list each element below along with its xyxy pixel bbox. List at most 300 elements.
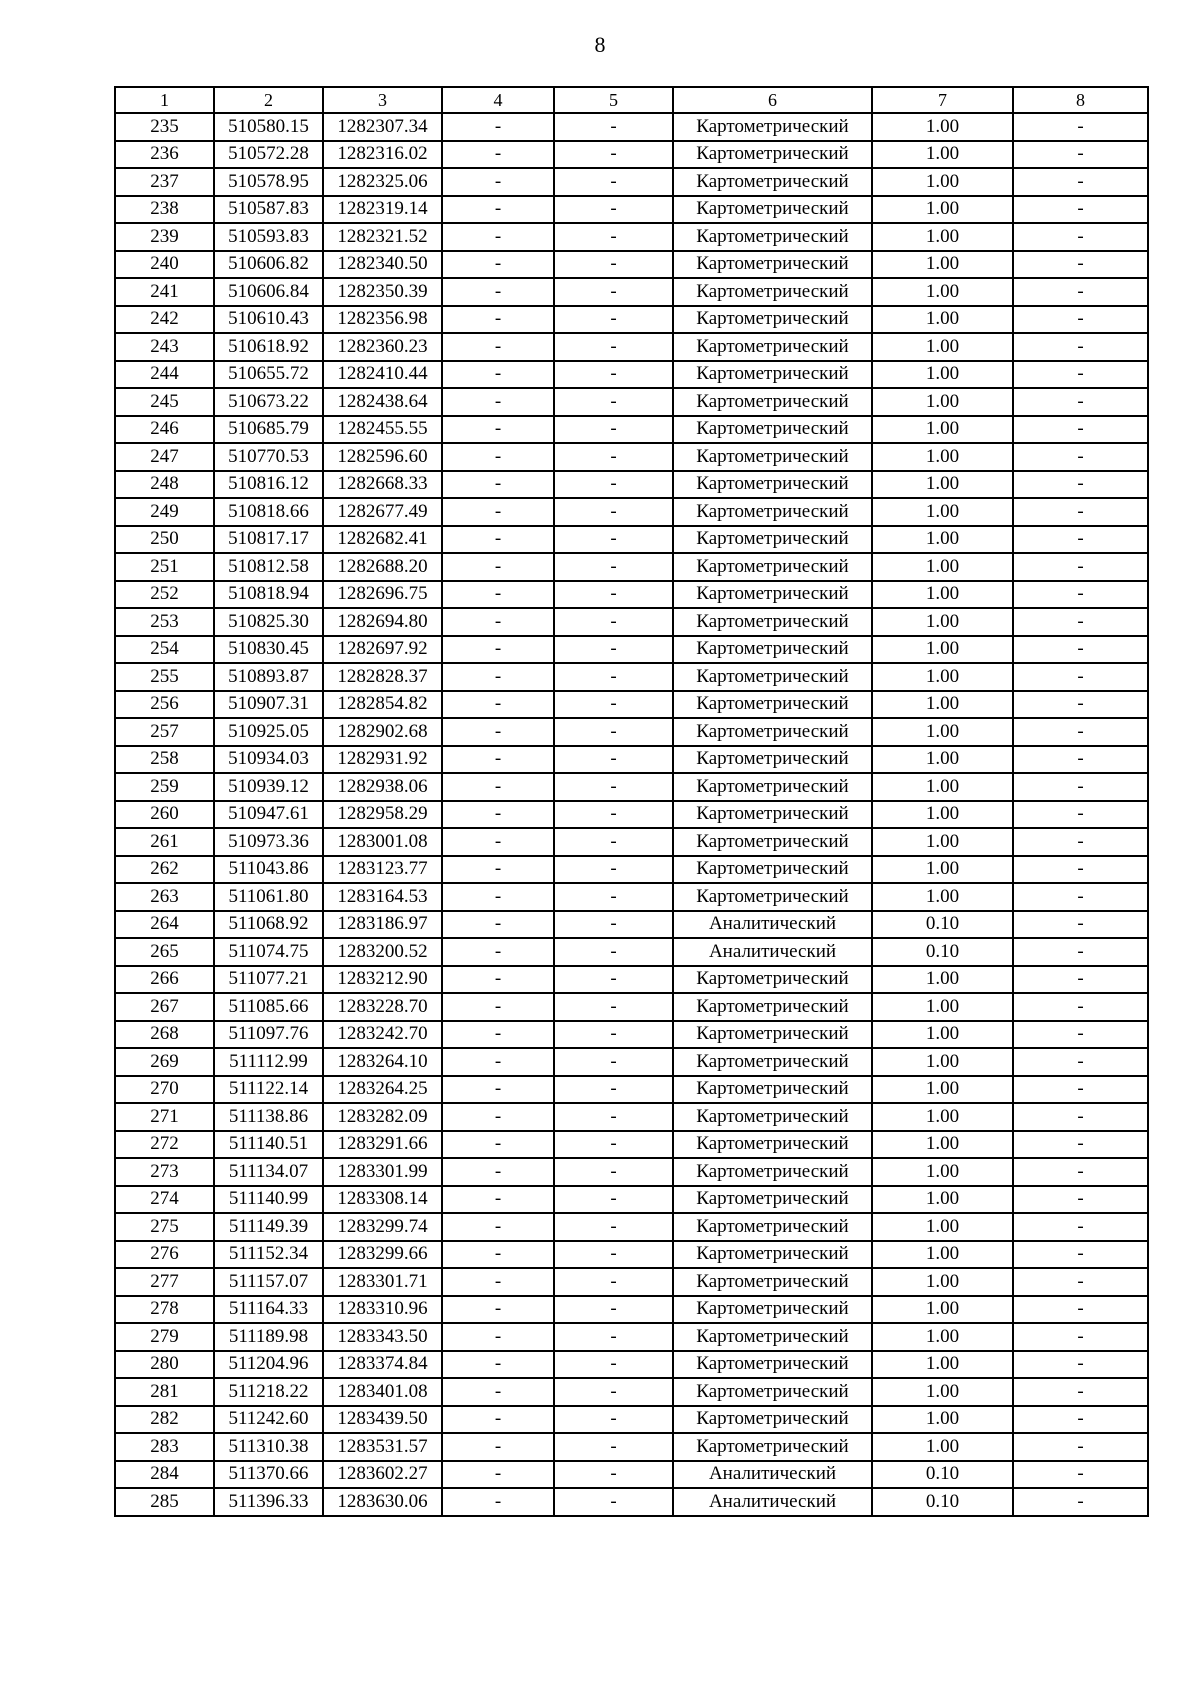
y-coordinate-cell: 1282316.02 (323, 141, 442, 169)
column-header: 7 (872, 87, 1013, 113)
x-coordinate-cell: 510587.83 (214, 196, 323, 224)
col8-cell: - (1013, 1158, 1148, 1186)
method-cell: Картометрический (673, 856, 872, 884)
x-coordinate-cell: 510907.31 (214, 691, 323, 719)
col5-cell: - (554, 883, 673, 911)
col5-cell: - (554, 608, 673, 636)
col4-cell: - (442, 938, 554, 966)
col4-cell: - (442, 1103, 554, 1131)
x-coordinate-cell: 511074.75 (214, 938, 323, 966)
col8-cell: - (1013, 581, 1148, 609)
point-number-cell: 280 (115, 1351, 214, 1379)
x-coordinate-cell: 510606.84 (214, 278, 323, 306)
method-cell: Картометрический (673, 361, 872, 389)
y-coordinate-cell: 1283264.10 (323, 1048, 442, 1076)
table-row (115, 1378, 1148, 1406)
point-number-cell: 258 (115, 746, 214, 774)
col5-cell: - (554, 1268, 673, 1296)
point-number-cell: 255 (115, 663, 214, 691)
col8-cell: - (1013, 1241, 1148, 1269)
accuracy-cell: 1.00 (872, 773, 1013, 801)
point-number-cell: 253 (115, 608, 214, 636)
method-cell: Картометрический (673, 251, 872, 279)
point-number-cell: 259 (115, 773, 214, 801)
method-cell: Аналитический (673, 1461, 872, 1489)
x-coordinate-cell: 511140.51 (214, 1131, 323, 1159)
table-row (115, 1048, 1148, 1076)
col4-cell: - (442, 196, 554, 224)
accuracy-cell: 1.00 (872, 526, 1013, 554)
point-number-cell: 243 (115, 333, 214, 361)
y-coordinate-cell: 1283164.53 (323, 883, 442, 911)
table-row (115, 773, 1148, 801)
col8-cell: - (1013, 223, 1148, 251)
method-cell: Картометрический (673, 1158, 872, 1186)
y-coordinate-cell: 1283123.77 (323, 856, 442, 884)
column-header: 4 (442, 87, 554, 113)
accuracy-cell: 1.00 (872, 1076, 1013, 1104)
point-number-cell: 254 (115, 636, 214, 664)
accuracy-cell: 1.00 (872, 1241, 1013, 1269)
col4-cell: - (442, 333, 554, 361)
method-cell: Картометрический (673, 773, 872, 801)
x-coordinate-cell: 511164.33 (214, 1296, 323, 1324)
col8-cell: - (1013, 1103, 1148, 1131)
col4-cell: - (442, 113, 554, 141)
point-number-cell: 274 (115, 1186, 214, 1214)
col5-cell: - (554, 911, 673, 939)
col8-cell: - (1013, 1433, 1148, 1461)
x-coordinate-cell: 510893.87 (214, 663, 323, 691)
table-row (115, 388, 1148, 416)
x-coordinate-cell: 510580.15 (214, 113, 323, 141)
col5-cell: - (554, 966, 673, 994)
col8-cell: - (1013, 883, 1148, 911)
column-header: 3 (323, 87, 442, 113)
y-coordinate-cell: 1282321.52 (323, 223, 442, 251)
col8-cell: - (1013, 1461, 1148, 1489)
col5-cell: - (554, 388, 673, 416)
y-coordinate-cell: 1282596.60 (323, 443, 442, 471)
col4-cell: - (442, 141, 554, 169)
col5-cell: - (554, 1186, 673, 1214)
col5-cell: - (554, 1406, 673, 1434)
accuracy-cell: 1.00 (872, 1406, 1013, 1434)
col5-cell: - (554, 718, 673, 746)
table-row (115, 1323, 1148, 1351)
x-coordinate-cell: 511068.92 (214, 911, 323, 939)
method-cell: Картометрический (673, 1213, 872, 1241)
point-number-cell: 267 (115, 993, 214, 1021)
x-coordinate-cell: 510947.61 (214, 801, 323, 829)
accuracy-cell: 1.00 (872, 1021, 1013, 1049)
method-cell: Картометрический (673, 1323, 872, 1351)
y-coordinate-cell: 1283212.90 (323, 966, 442, 994)
accuracy-cell: 1.00 (872, 388, 1013, 416)
y-coordinate-cell: 1283401.08 (323, 1378, 442, 1406)
col5-cell: - (554, 471, 673, 499)
point-number-cell: 249 (115, 498, 214, 526)
col4-cell: - (442, 993, 554, 1021)
col8-cell: - (1013, 1213, 1148, 1241)
col5-cell: - (554, 938, 673, 966)
method-cell: Картометрический (673, 663, 872, 691)
accuracy-cell: 1.00 (872, 581, 1013, 609)
accuracy-cell: 1.00 (872, 1213, 1013, 1241)
y-coordinate-cell: 1282696.75 (323, 581, 442, 609)
x-coordinate-cell: 510925.05 (214, 718, 323, 746)
table-row (115, 1158, 1148, 1186)
method-cell: Картометрический (673, 691, 872, 719)
x-coordinate-cell: 510825.30 (214, 608, 323, 636)
accuracy-cell: 0.10 (872, 1488, 1013, 1516)
y-coordinate-cell: 1282307.34 (323, 113, 442, 141)
accuracy-cell: 1.00 (872, 1268, 1013, 1296)
point-number-cell: 262 (115, 856, 214, 884)
col8-cell: - (1013, 1406, 1148, 1434)
accuracy-cell: 1.00 (872, 966, 1013, 994)
x-coordinate-cell: 511097.76 (214, 1021, 323, 1049)
table-row (115, 416, 1148, 444)
col5-cell: - (554, 773, 673, 801)
y-coordinate-cell: 1283264.25 (323, 1076, 442, 1104)
col8-cell: - (1013, 1021, 1148, 1049)
method-cell: Картометрический (673, 113, 872, 141)
method-cell: Картометрический (673, 1186, 872, 1214)
table-row (115, 1433, 1148, 1461)
y-coordinate-cell: 1283299.66 (323, 1241, 442, 1269)
point-number-cell: 236 (115, 141, 214, 169)
point-number-cell: 265 (115, 938, 214, 966)
col4-cell: - (442, 1296, 554, 1324)
col8-cell: - (1013, 938, 1148, 966)
method-cell: Картометрический (673, 1406, 872, 1434)
col5-cell: - (554, 1461, 673, 1489)
accuracy-cell: 1.00 (872, 1323, 1013, 1351)
x-coordinate-cell: 511061.80 (214, 883, 323, 911)
table-body (115, 113, 1148, 1516)
accuracy-cell: 1.00 (872, 801, 1013, 829)
col5-cell: - (554, 196, 673, 224)
y-coordinate-cell: 1283299.74 (323, 1213, 442, 1241)
col5-cell: - (554, 801, 673, 829)
col5-cell: - (554, 1351, 673, 1379)
y-coordinate-cell: 1282340.50 (323, 251, 442, 279)
point-number-cell: 285 (115, 1488, 214, 1516)
point-number-cell: 250 (115, 526, 214, 554)
x-coordinate-cell: 510655.72 (214, 361, 323, 389)
table-row (115, 1268, 1148, 1296)
accuracy-cell: 1.00 (872, 856, 1013, 884)
table-row (115, 333, 1148, 361)
col4-cell: - (442, 1268, 554, 1296)
col5-cell: - (554, 746, 673, 774)
y-coordinate-cell: 1282854.82 (323, 691, 442, 719)
point-number-cell: 283 (115, 1433, 214, 1461)
accuracy-cell: 1.00 (872, 1103, 1013, 1131)
accuracy-cell: 1.00 (872, 663, 1013, 691)
method-cell: Аналитический (673, 1488, 872, 1516)
col8-cell: - (1013, 416, 1148, 444)
col4-cell: - (442, 168, 554, 196)
table-row (115, 498, 1148, 526)
method-cell: Картометрический (673, 553, 872, 581)
column-header: 8 (1013, 87, 1148, 113)
col8-cell: - (1013, 113, 1148, 141)
x-coordinate-cell: 511242.60 (214, 1406, 323, 1434)
table-row (115, 141, 1148, 169)
accuracy-cell: 0.10 (872, 911, 1013, 939)
x-coordinate-cell: 510939.12 (214, 773, 323, 801)
accuracy-cell: 1.00 (872, 223, 1013, 251)
table-row (115, 966, 1148, 994)
x-coordinate-cell: 510818.66 (214, 498, 323, 526)
table-row (115, 1461, 1148, 1489)
col8-cell: - (1013, 828, 1148, 856)
table-row (115, 278, 1148, 306)
col4-cell: - (442, 856, 554, 884)
col8-cell: - (1013, 553, 1148, 581)
accuracy-cell: 1.00 (872, 168, 1013, 196)
table-row (115, 1406, 1148, 1434)
accuracy-cell: 1.00 (872, 471, 1013, 499)
col8-cell: - (1013, 196, 1148, 224)
col4-cell: - (442, 1158, 554, 1186)
x-coordinate-cell: 511204.96 (214, 1351, 323, 1379)
method-cell: Картометрический (673, 828, 872, 856)
y-coordinate-cell: 1283291.66 (323, 1131, 442, 1159)
col8-cell: - (1013, 966, 1148, 994)
point-number-cell: 269 (115, 1048, 214, 1076)
y-coordinate-cell: 1282455.55 (323, 416, 442, 444)
col8-cell: - (1013, 1296, 1148, 1324)
col5-cell: - (554, 1488, 673, 1516)
col8-cell: - (1013, 443, 1148, 471)
method-cell: Картометрический (673, 993, 872, 1021)
point-number-cell: 282 (115, 1406, 214, 1434)
col5-cell: - (554, 361, 673, 389)
table-row (115, 1021, 1148, 1049)
point-number-cell: 237 (115, 168, 214, 196)
table-row (115, 636, 1148, 664)
col4-cell: - (442, 636, 554, 664)
x-coordinate-cell: 511085.66 (214, 993, 323, 1021)
y-coordinate-cell: 1282938.06 (323, 773, 442, 801)
column-header: 2 (214, 87, 323, 113)
col4-cell: - (442, 1076, 554, 1104)
accuracy-cell: 1.00 (872, 1296, 1013, 1324)
col4-cell: - (442, 1186, 554, 1214)
y-coordinate-cell: 1283343.50 (323, 1323, 442, 1351)
accuracy-cell: 1.00 (872, 608, 1013, 636)
col4-cell: - (442, 1323, 554, 1351)
point-number-cell: 240 (115, 251, 214, 279)
point-number-cell: 277 (115, 1268, 214, 1296)
method-cell: Картометрический (673, 966, 872, 994)
accuracy-cell: 1.00 (872, 113, 1013, 141)
y-coordinate-cell: 1283186.97 (323, 911, 442, 939)
x-coordinate-cell: 510578.95 (214, 168, 323, 196)
table-row (115, 1213, 1148, 1241)
point-number-cell: 239 (115, 223, 214, 251)
table-row (115, 911, 1148, 939)
y-coordinate-cell: 1283531.57 (323, 1433, 442, 1461)
table-row (115, 1241, 1148, 1269)
point-number-cell: 235 (115, 113, 214, 141)
method-cell: Картометрический (673, 1241, 872, 1269)
col5-cell: - (554, 223, 673, 251)
col4-cell: - (442, 1378, 554, 1406)
x-coordinate-cell: 511138.86 (214, 1103, 323, 1131)
col8-cell: - (1013, 1186, 1148, 1214)
col5-cell: - (554, 1433, 673, 1461)
col4-cell: - (442, 718, 554, 746)
point-number-cell: 252 (115, 581, 214, 609)
col8-cell: - (1013, 333, 1148, 361)
y-coordinate-cell: 1282902.68 (323, 718, 442, 746)
method-cell: Картометрический (673, 388, 872, 416)
method-cell: Картометрический (673, 801, 872, 829)
point-number-cell: 256 (115, 691, 214, 719)
accuracy-cell: 0.10 (872, 1461, 1013, 1489)
col5-cell: - (554, 416, 673, 444)
col5-cell: - (554, 526, 673, 554)
x-coordinate-cell: 511122.14 (214, 1076, 323, 1104)
col5-cell: - (554, 1323, 673, 1351)
table-row (115, 251, 1148, 279)
y-coordinate-cell: 1283310.96 (323, 1296, 442, 1324)
method-cell: Картометрический (673, 746, 872, 774)
method-cell: Картометрический (673, 223, 872, 251)
table-row (115, 1103, 1148, 1131)
col5-cell: - (554, 1131, 673, 1159)
accuracy-cell: 1.00 (872, 306, 1013, 334)
method-cell: Картометрический (673, 1296, 872, 1324)
x-coordinate-cell: 511396.33 (214, 1488, 323, 1516)
point-number-cell: 276 (115, 1241, 214, 1269)
y-coordinate-cell: 1282356.98 (323, 306, 442, 334)
col4-cell: - (442, 828, 554, 856)
table-row (115, 746, 1148, 774)
x-coordinate-cell: 510816.12 (214, 471, 323, 499)
x-coordinate-cell: 510812.58 (214, 553, 323, 581)
col8-cell: - (1013, 718, 1148, 746)
col5-cell: - (554, 113, 673, 141)
col5-cell: - (554, 581, 673, 609)
col4-cell: - (442, 553, 554, 581)
table-row (115, 1186, 1148, 1214)
x-coordinate-cell: 510818.94 (214, 581, 323, 609)
col4-cell: - (442, 471, 554, 499)
table-row (115, 718, 1148, 746)
point-number-cell: 279 (115, 1323, 214, 1351)
col8-cell: - (1013, 361, 1148, 389)
col8-cell: - (1013, 691, 1148, 719)
point-number-cell: 271 (115, 1103, 214, 1131)
y-coordinate-cell: 1282677.49 (323, 498, 442, 526)
col8-cell: - (1013, 168, 1148, 196)
x-coordinate-cell: 510673.22 (214, 388, 323, 416)
col5-cell: - (554, 1103, 673, 1131)
col8-cell: - (1013, 773, 1148, 801)
col5-cell: - (554, 636, 673, 664)
method-cell: Картометрический (673, 306, 872, 334)
table-row (115, 113, 1148, 141)
y-coordinate-cell: 1282694.80 (323, 608, 442, 636)
col4-cell: - (442, 911, 554, 939)
col4-cell: - (442, 388, 554, 416)
col4-cell: - (442, 1048, 554, 1076)
x-coordinate-cell: 510606.82 (214, 251, 323, 279)
x-coordinate-cell: 511189.98 (214, 1323, 323, 1351)
col8-cell: - (1013, 1323, 1148, 1351)
col4-cell: - (442, 581, 554, 609)
col4-cell: - (442, 663, 554, 691)
accuracy-cell: 1.00 (872, 993, 1013, 1021)
point-number-cell: 245 (115, 388, 214, 416)
col4-cell: - (442, 278, 554, 306)
accuracy-cell: 1.00 (872, 1158, 1013, 1186)
col5-cell: - (554, 498, 673, 526)
col5-cell: - (554, 553, 673, 581)
x-coordinate-cell: 510973.36 (214, 828, 323, 856)
method-cell: Картометрический (673, 168, 872, 196)
point-number-cell: 251 (115, 553, 214, 581)
method-cell: Картометрический (673, 443, 872, 471)
col4-cell: - (442, 223, 554, 251)
col4-cell: - (442, 1213, 554, 1241)
method-cell: Картометрический (673, 1433, 872, 1461)
y-coordinate-cell: 1282682.41 (323, 526, 442, 554)
accuracy-cell: 1.00 (872, 883, 1013, 911)
coordinates-table (114, 86, 1149, 1517)
col4-cell: - (442, 1488, 554, 1516)
table-row (115, 828, 1148, 856)
accuracy-cell: 0.10 (872, 938, 1013, 966)
accuracy-cell: 1.00 (872, 1131, 1013, 1159)
table-row (115, 168, 1148, 196)
point-number-cell: 238 (115, 196, 214, 224)
method-cell: Картометрический (673, 141, 872, 169)
y-coordinate-cell: 1283630.06 (323, 1488, 442, 1516)
y-coordinate-cell: 1282325.06 (323, 168, 442, 196)
col4-cell: - (442, 801, 554, 829)
y-coordinate-cell: 1283282.09 (323, 1103, 442, 1131)
point-number-cell: 272 (115, 1131, 214, 1159)
col5-cell: - (554, 1378, 673, 1406)
x-coordinate-cell: 511112.99 (214, 1048, 323, 1076)
point-number-cell: 270 (115, 1076, 214, 1104)
col4-cell: - (442, 443, 554, 471)
x-coordinate-cell: 510618.92 (214, 333, 323, 361)
col5-cell: - (554, 691, 673, 719)
point-number-cell: 266 (115, 966, 214, 994)
col8-cell: - (1013, 856, 1148, 884)
accuracy-cell: 1.00 (872, 1186, 1013, 1214)
col5-cell: - (554, 168, 673, 196)
method-cell: Картометрический (673, 1048, 872, 1076)
accuracy-cell: 1.00 (872, 553, 1013, 581)
x-coordinate-cell: 510685.79 (214, 416, 323, 444)
y-coordinate-cell: 1282688.20 (323, 553, 442, 581)
point-number-cell: 273 (115, 1158, 214, 1186)
col5-cell: - (554, 1158, 673, 1186)
table-row (115, 856, 1148, 884)
point-number-cell: 244 (115, 361, 214, 389)
x-coordinate-cell: 510817.17 (214, 526, 323, 554)
col4-cell: - (442, 251, 554, 279)
method-cell: Картометрический (673, 1021, 872, 1049)
